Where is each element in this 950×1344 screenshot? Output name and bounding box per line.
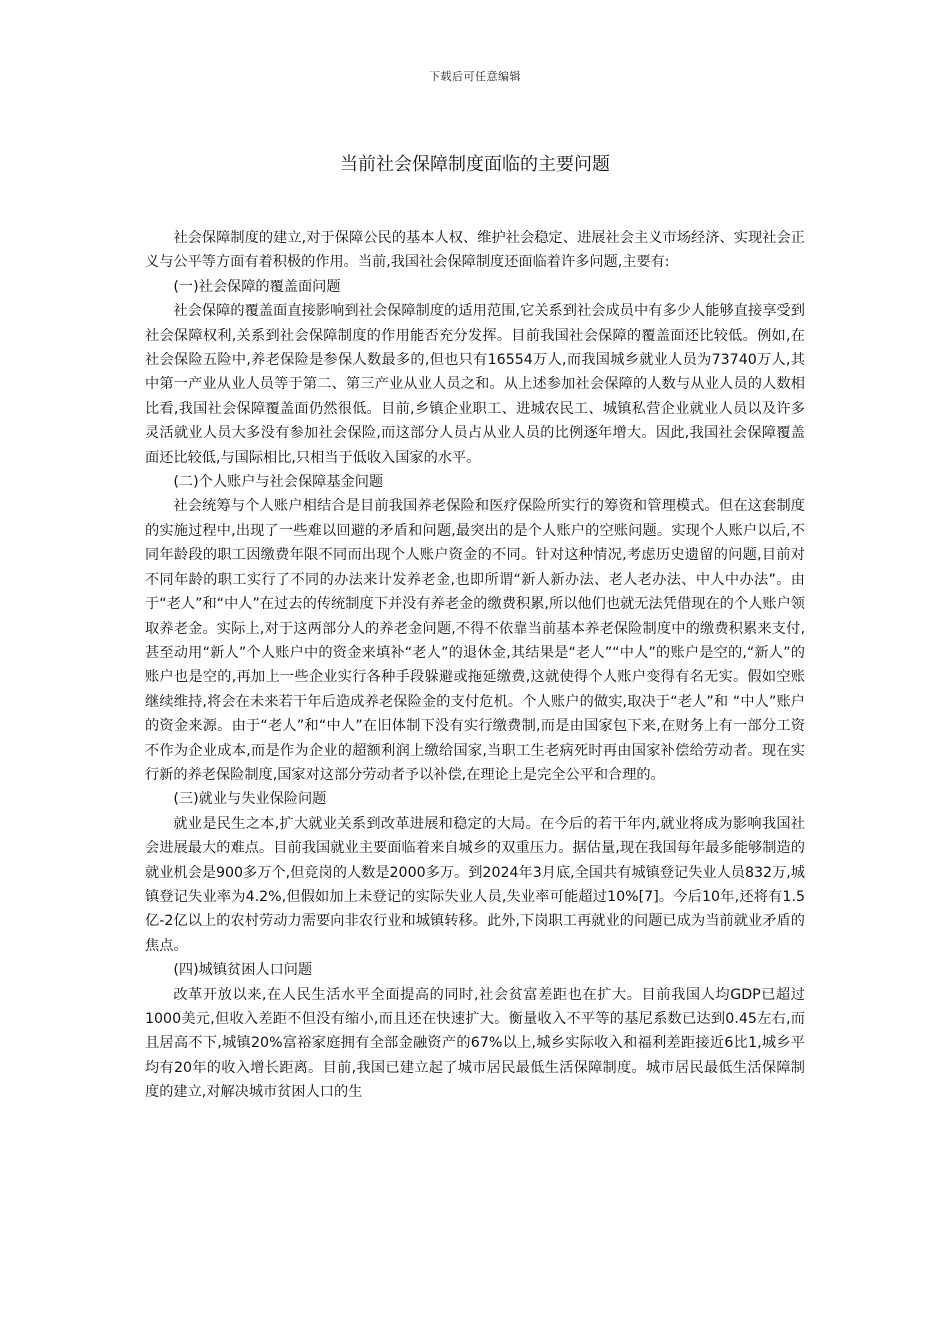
section-paragraph-1: 社会保障的覆盖面直接影响到社会保障制度的适用范围,它关系到社会成员中有多少人能够直接享受到社会保障权利,关系到社会保障制度的作用能否充分发挥。目前我国社会保障的覆盖面还比较低。例如,在社会保险五险中,养老保险是参保人数最多的,但也只有16554万人,而我国城乡就业人员为73740万人,其中第一产业从业人员等于第二、第三产业从业人员之和。从上述参加社会保障的人数与从业人员的人数相比看,我国社会保障覆盖面仍然很低。目前,乡镇企业职工、进城农民工、城镇私营企业就业人员以及许多灵活就业人员大多没有参加社会保险,而这部分人员占从业人员的比例逐年增大。因此,我国社会保障覆盖面还比较低,与国际相比,只相当于低收入国家的水平。 <box>145 303 805 466</box>
section-paragraph-3: 就业是民生之本,扩大就业关系到改革进展和稳定的大局。在今后的若干年内,就业将成为影响我国社会进展最大的难点。目前我国就业主要面临着来自城乡的双重压力。据估量,现在我国每年最多能够制造的就业机会是900多万个,但竞岗的人数是2000多万。到2024年3月底,全国共有城镇登记失业人员832万,城镇登记失业率为4.2%,但假如加上未登记的实际失业人员,失业率可能超过10%[7]。今后10年,还将有1.5亿-2亿以上的农村劳动力需要向非农行业和城镇转移。此外,下岗职工再就业的问题已成为当前就业矛盾的焦点。 <box>145 815 805 954</box>
section-heading-3: (三)就业与失业保险问题 <box>173 791 327 808</box>
section-paragraph-4: 改革开放以来,在人民生活水平全面提高的同时,社会贫富差距也在扩大。目前我国人均GDP已超过1000美元,但收入差距不但没有缩小,而且还在快速扩大。衡量收入不平等的基尼系数已达到0.45左右,而且居高不下,城镇20%富裕家庭拥有全部金融资产的67%以上,城乡实际收入和福利差距接近6比1,城乡平均有20年的收入增长距离。目前,我国已建立起了城市居民最低生活保障制度。城市居民最低生活保障制度的建立,对解决城市贫困人口的生 <box>145 986 805 1101</box>
section-paragraph-2: 社会统筹与个人账户相结合是目前我国养老保险和医疗保险所实行的筹资和管理模式。但在这套制度的实施过程中,出现了一些难以回避的矛盾和问题,最突出的是个人账户的空账问题。实现个人账户以后,不同年龄段的职工因缴费年限不同而出现个人账户资金的不同。针对这种情况,考虑历史遗留的问题,目前对不同年龄的职工实行了不同的办法来计发养老金,也即所谓“新人新办法、老人老办法、中人中办法”。由于“老人”和“中人”在过去的传统制度下并没有养老金的缴费积累,所以他们也就无法凭借现在的个人账户领取养老金。实际上,对于这两部分人的养老金问题,不得不依靠当前基本养老保险制度中的缴费积累来支付,甚至动用“新人”个人账户中的资金来填补“老人”的退休金,其结果是“老人”“中人”的账户是空的,“新人”的账户也是空的,再加上一些企业实行各种手段躲避或拖延缴费,这就使得个人账户变得有名无实。假如空账继续维持,将会在未来若干年后造成养老保险金的支付危机。个人账户的做实,取决于“老人”和 “中人”账户的资金来源。由于“老人”和“中人”在旧体制下没有实行缴费制,而是由国家包下来,在财务上有一部分工资不作为企业成本,而是作为企业的超额利润上缴给国家,当职工生老病死时再由国家补偿给劳动者。现在实行新的养老保险制度,国家对这部分劳动者予以补偿,在理论上是完全公平和合理的。 <box>145 498 805 783</box>
document-body <box>145 226 805 1105</box>
document-title: 当前社会保障制度面临的主要问题 <box>340 154 610 175</box>
header-note: 下载后可任意编辑 <box>429 70 521 83</box>
section-heading-1: (一)社会保障的覆盖面问题 <box>173 278 341 295</box>
section-heading-2: (二)个人账户与社会保障基金问题 <box>173 474 384 491</box>
intro-paragraph: 社会保障制度的建立,对于保障公民的基本人权、维护社会稳定、进展社会主义市场经济、实现社会正义与公平等方面有着积极的作用。当前,我国社会保障制度还面临着许多问题,主要有: <box>145 230 805 271</box>
section-heading-4: (四)城镇贫困人口问题 <box>173 962 313 979</box>
